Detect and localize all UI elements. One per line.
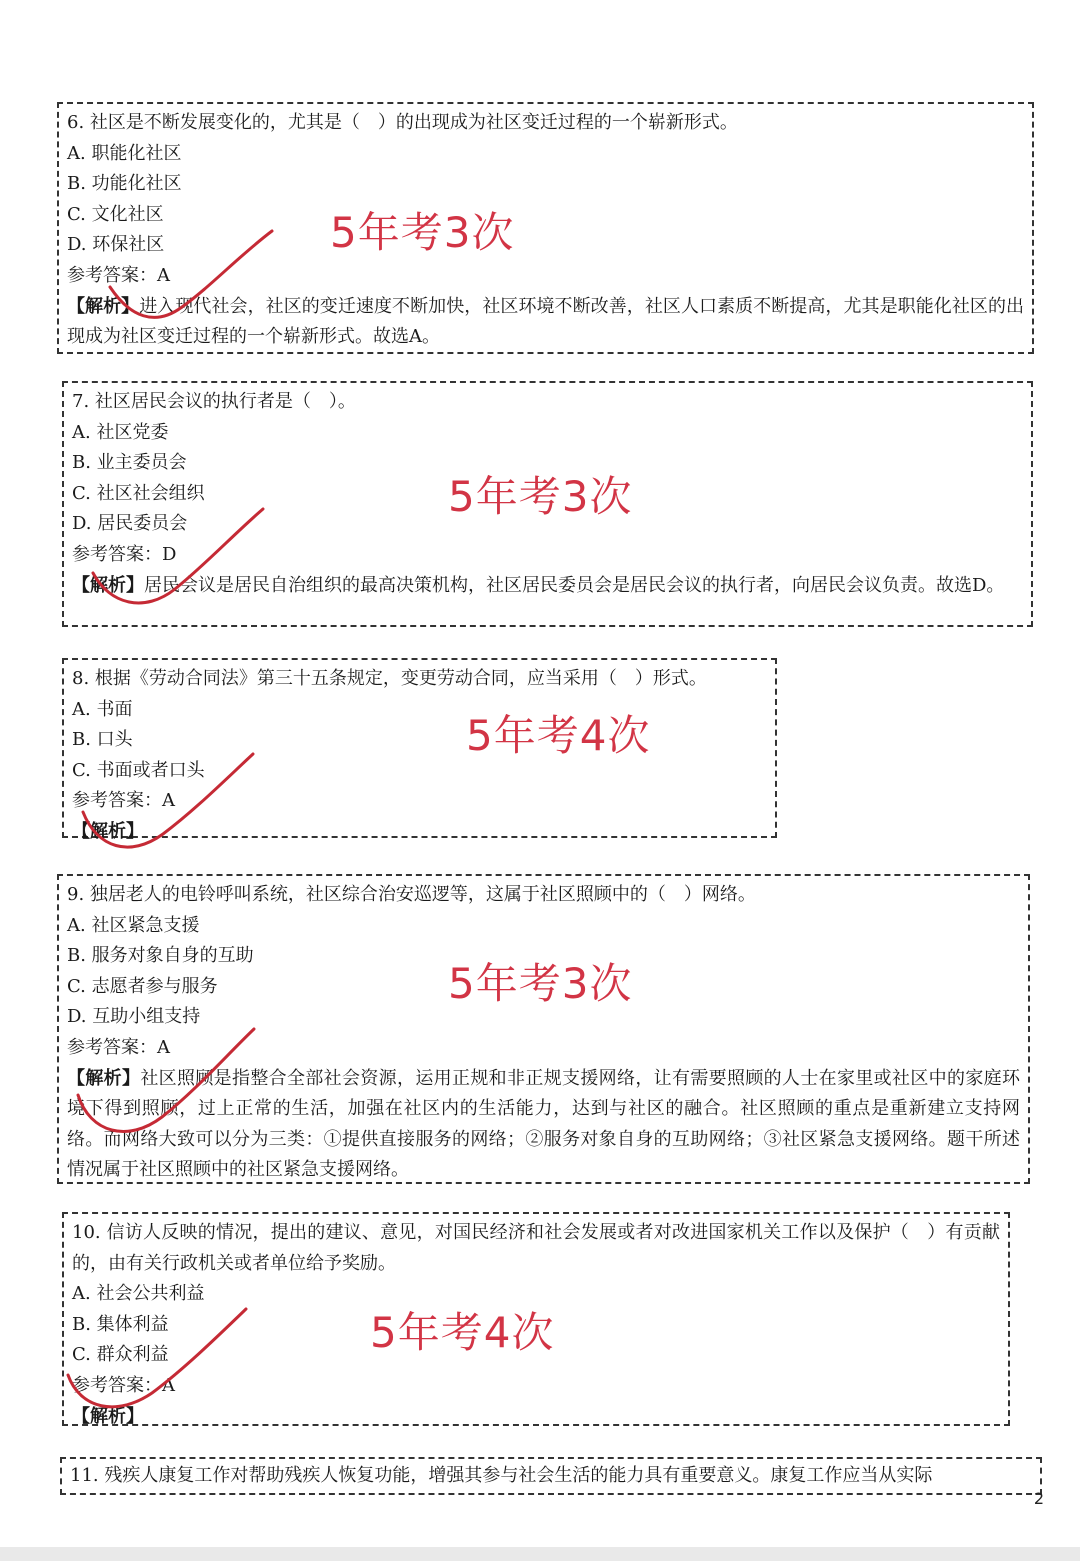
page-bottom-edge (0, 1547, 1080, 1561)
analysis-text: 进入现代社会，社区的变迁速度不断加快，社区环境不断改善，社区人口素质不断提高，尤其是职能化社区的出现成为社区变迁过程的一个崭新形式。故选A。 (67, 295, 1024, 348)
page-number: 2 (1033, 1489, 1044, 1508)
answer-line: 参考答案：D (72, 543, 177, 565)
option-b: B. 集体利益 (72, 1313, 169, 1335)
frequency-annotation: 5年考3次 (330, 208, 515, 257)
option-a: A. 社区党委 (72, 421, 169, 443)
answer-line: 参考答案：A (67, 1036, 170, 1058)
question-stem: 7. 社区居民会议的执行者是（ ）。 (72, 391, 356, 412)
answer-line: 参考答案：A (72, 790, 175, 812)
option-b: B. 功能化社区 (67, 173, 182, 195)
option-d: D. 环保社区 (67, 234, 165, 256)
checkmark-icon (75, 750, 260, 860)
option-d: D. 居民委员会 (72, 513, 188, 535)
frequency-annotation: 5年考4次 (466, 711, 651, 760)
frequency-annotation: 5年考3次 (448, 959, 633, 1008)
analysis-text: 社区照顾是指整合全部社会资源，运用正规和非正规支援网络，让有需要照顾的人士在家里或社区中的家庭环境下得到照顾，过上正常的生活，加强在社区内的生活能力，达到与社区的融合。社区照顾的重点是重新建立支持网络。而网络大致可以分为三类：①提供直接服务的网络；②服务对象自身的互助网络；③社区紧急支援网络。题干所述情况属于社区照顾中的社区紧急支援网络。 (67, 1067, 1021, 1181)
analysis-label: 【解析】 (72, 1405, 144, 1427)
option-a: A. 书面 (72, 698, 133, 720)
checkmark-icon (85, 505, 270, 615)
question-stem: 8. 根据《劳动合同法》第三十五条规定，变更劳动合同，应当采用（ ）形式。 (72, 668, 707, 689)
option-b: B. 服务对象自身的互助 (67, 945, 254, 967)
analysis-text: 居民会议是居民自治组织的最高决策机构，社区居民委员会是居民会议的执行者，向居民会议负责。故选D。 (144, 574, 1005, 596)
option-a: A. 职能化社区 (67, 142, 182, 164)
option-c: C. 群众利益 (72, 1344, 169, 1366)
checkmark-icon (62, 1305, 252, 1420)
option-d: D. 互助小组支持 (67, 1006, 201, 1028)
option-a: A. 社区紧急支援 (67, 914, 200, 936)
frequency-annotation: 5年考4次 (370, 1308, 555, 1357)
question-11-box (60, 1457, 1042, 1495)
analysis-label: 【解析】 (72, 820, 144, 842)
analysis-label: 【解析】 (67, 295, 140, 317)
checkmark-icon (100, 225, 280, 325)
option-b: B. 业主委员会 (72, 452, 187, 474)
option-c: C. 书面或者口头 (72, 759, 205, 781)
question-stem: 11. 残疾人康复工作对帮助残疾人恢复功能，增强其参与社会生活的能力具有重要意义。康复工作应当从实际 (70, 1465, 933, 1486)
option-a: A. 社会公共利益 (72, 1283, 205, 1305)
question-stem: 6. 社区是不断发展变化的，尤其是（ ）的出现成为社区变迁过程的一个崭新形式。 (67, 112, 738, 133)
frequency-annotation: 5年考3次 (448, 472, 633, 521)
question-stem: 9. 独居老人的电铃呼叫系统，社区综合治安巡逻等，这属于社区照顾中的（ ）网络。 (67, 884, 756, 905)
analysis-label: 【解析】 (72, 574, 144, 596)
option-c: C. 志愿者参与服务 (67, 975, 218, 997)
option-c: C. 文化社区 (67, 203, 164, 225)
analysis-label: 【解析】 (67, 1067, 141, 1089)
answer-line: 参考答案：A (72, 1374, 175, 1396)
option-c: C. 社区社会组织 (72, 482, 205, 504)
answer-line: 参考答案：A (67, 264, 170, 286)
option-b: B. 口头 (72, 729, 133, 751)
checkmark-icon (70, 1025, 260, 1145)
question-stem: 10. 信访人反映的情况，提出的建议、意见，对国民经济和社会发展或者对改进国家机关工作以及保护（ ）有贡献的，由有关行政机关或者单位给予奖励。 (72, 1222, 1000, 1274)
